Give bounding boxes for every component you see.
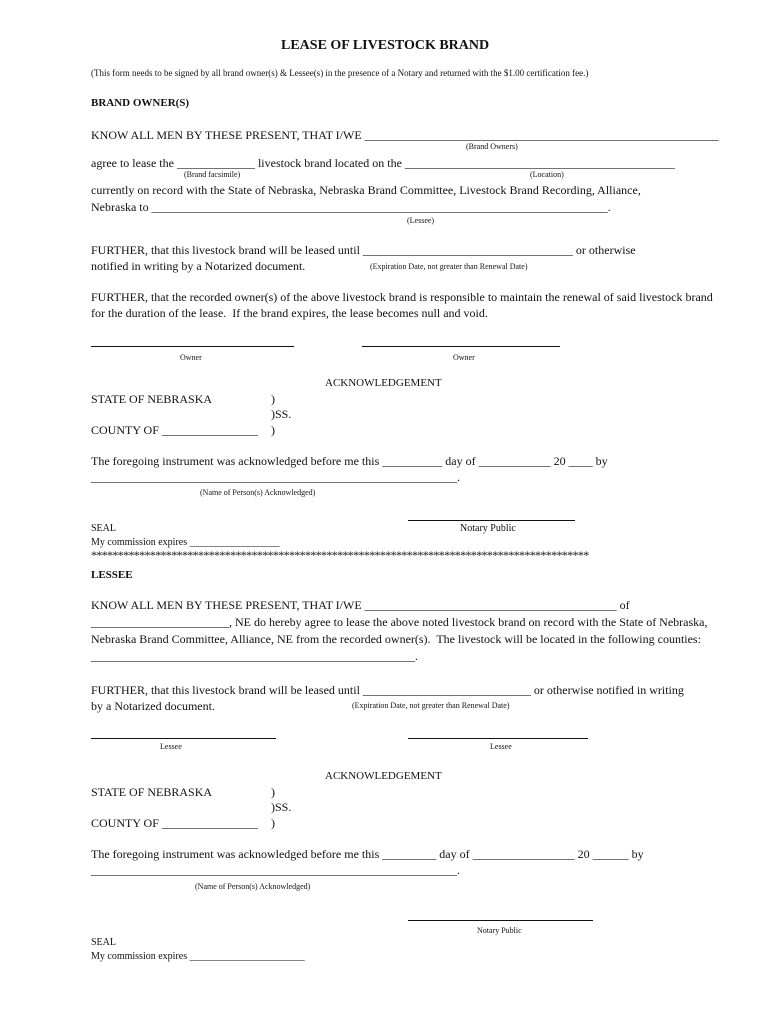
lessee-know-all-men-line: KNOW ALL MEN BY THESE PRESENT, THAT I/WE __________________________________________ of [91, 598, 630, 612]
foregoing-line-2: The foregoing instrument was acknowledged before me this _________ day of _________________ 20 ______ by [91, 847, 644, 861]
record-line-2: Nebraska to ____________________________________________________________________________. [91, 200, 611, 214]
brand-facsimile-caption: (Brand facsimile) [184, 170, 241, 179]
ss-label-2: )SS. [271, 800, 292, 814]
location-caption: (Location) [530, 170, 564, 179]
notary-public-label-2: Notary Public [477, 926, 522, 935]
acknowledged-names-line-2: _____________________________________________________________. [91, 863, 460, 877]
acknowledged-names-line-1: _____________________________________________________________. [91, 470, 460, 484]
paren-2a: ) [271, 785, 275, 799]
notary-signature-line-1[interactable] [408, 520, 575, 521]
seal-label-1: SEAL [91, 523, 116, 534]
brand-owners-caption: (Brand Owners) [466, 142, 518, 151]
county-of-1: COUNTY OF ________________ [91, 423, 258, 437]
owner-renewal-line-1: FURTHER, that the recorded owner(s) of the above livestock brand is responsible to maintain the renewal of said livestock brand [91, 290, 713, 304]
owner-expiration-caption: (Expiration Date, not greater than Renewal Date) [370, 262, 528, 271]
lessee-ne-line: _______________________, NE do hereby agree to lease the above noted livestock brand on record with the State of Nebraska, [91, 615, 708, 629]
lessee-further-line-1: FURTHER, that this livestock brand will be leased until ____________________________ or otherwise notified in writing [91, 683, 684, 697]
form-instructions: (This form needs to be signed by all brand owner(s) & Lessee(s) in the presence of a Notary and returned with the $1.00 certification fee.) [91, 68, 589, 78]
lessee-heading: LESSEE [91, 569, 133, 581]
paren-2b: ) [271, 816, 275, 830]
acknowledgement-heading-2: ACKNOWLEDGEMENT [325, 770, 442, 782]
section-separator: ********************************************************************************************* [91, 548, 589, 562]
paren-1b: ) [271, 423, 275, 437]
notary-signature-line-2[interactable] [408, 920, 593, 921]
acknowledgement-heading-1: ACKNOWLEDGEMENT [325, 377, 442, 389]
state-of-nebraska-1: STATE OF NEBRASKA [91, 392, 213, 406]
lessee-further-line-2: by a Notarized document. [91, 699, 215, 713]
owner-signature-line-left[interactable] [91, 346, 294, 347]
lessee-caption-left: Lessee [160, 742, 182, 751]
lessee-expiration-caption: (Expiration Date, not greater than Renewal Date) [352, 701, 510, 710]
county-of-2: COUNTY OF ________________ [91, 816, 258, 830]
commission-expires-2: My commission expires _______________________ [91, 951, 305, 962]
ss-label-1: )SS. [271, 407, 292, 421]
seal-label-2: SEAL [91, 937, 116, 948]
owner-caption-right: Owner [453, 353, 475, 362]
lessee-signature-line-right[interactable] [408, 738, 588, 739]
paren-1a: ) [271, 392, 275, 406]
owner-know-all-men-line: KNOW ALL MEN BY THESE PRESENT, THAT I/WE ___________________________________________________________ [91, 128, 719, 142]
commission-expires-1: My commission expires __________________ [91, 537, 280, 548]
agree-to-lease-line: agree to lease the _____________ livestock brand located on the _____________________________________________ [91, 156, 675, 170]
record-line-1: currently on record with the State of Nebraska, Nebraska Brand Committee, Livestock Brand Recording, Alliance, [91, 183, 641, 197]
owner-signature-line-right[interactable] [362, 346, 560, 347]
page-title: LEASE OF LIVESTOCK BRAND [281, 38, 490, 53]
notary-public-label-1: Notary Public [460, 523, 516, 534]
lessee-committee-line: Nebraska Brand Committee, Alliance, NE from the recorded owner(s). The livestock will be located in the following counties: [91, 632, 701, 646]
names-caption-2: (Name of Person(s) Acknowledged) [195, 882, 311, 891]
state-of-nebraska-2: STATE OF NEBRASKA [91, 785, 213, 799]
names-caption-1: (Name of Person(s) Acknowledged) [200, 488, 316, 497]
brand-owners-heading: BRAND OWNER(S) [91, 97, 190, 109]
owner-caption-left: Owner [180, 353, 202, 362]
owner-renewal-line-2: for the duration of the lease. If the brand expires, the lease becomes null and void. [91, 306, 488, 320]
owner-further-line-2: notified in writing by a Notarized document. [91, 259, 306, 273]
lessee-caption: (Lessee) [407, 216, 435, 225]
owner-further-line-1: FURTHER, that this livestock brand will be leased until ___________________________________ or otherwise [91, 243, 636, 257]
lessee-counties-line: ______________________________________________________. [91, 649, 418, 663]
foregoing-line-1: The foregoing instrument was acknowledged before me this __________ day of ____________ 20 ____ by [91, 454, 608, 468]
lessee-signature-line-left[interactable] [91, 738, 276, 739]
lessee-caption-right: Lessee [490, 742, 512, 751]
